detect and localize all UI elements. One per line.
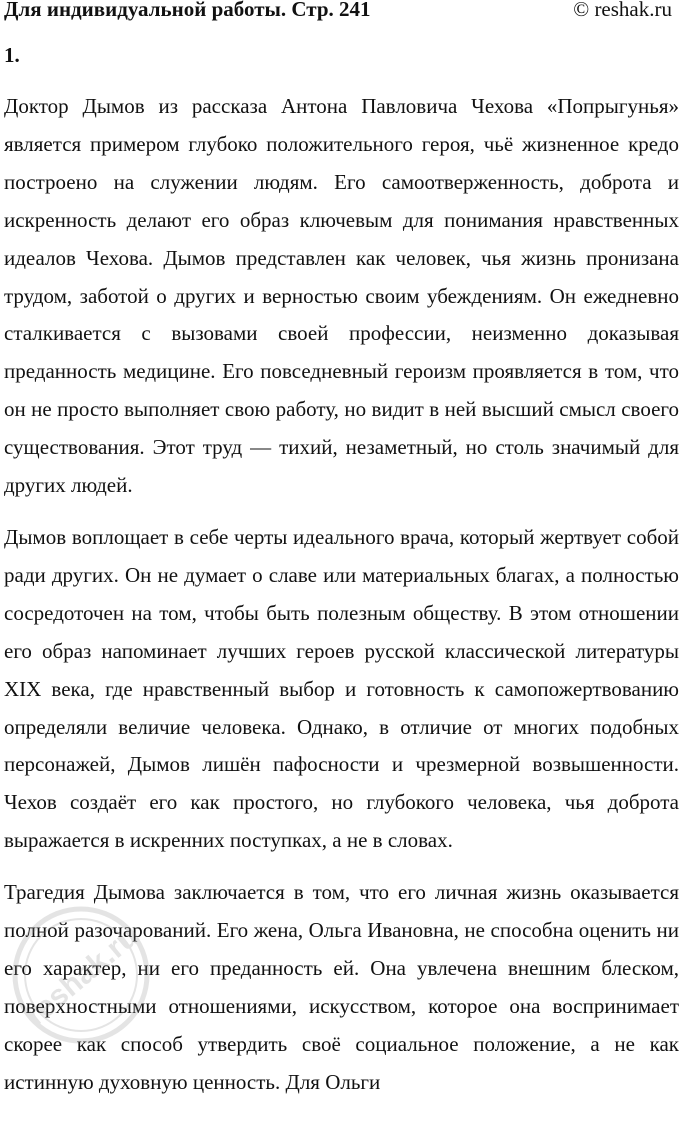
page-header [4,0,672,26]
answer-text [4,88,679,1116]
header-title: Для индивидуальной работы. Стр. 241 [4,0,371,21]
source-label: © reshak.ru [573,0,672,21]
paragraph-1: Доктор Дымов из рассказа Антона Павловича Чехова «Попрыгунья» является примером глубоко положительного героя, чьё жизненное кредо построено на служении людям. Его самоотверженность, доброта и искренность делают его образ ключевым для понимания нравственных идеалов Чехова. Дымов представлен как человек, чья жизнь пронизана трудом, заботой о других и верностью своим убеждениям. Он ежедневно сталкивается с вызовами своей профессии, неизменно доказывая преданность медицине. Его повседневный героизм проявляется в том, что он не просто выполняет свою работу, но видит в ней высший смысл своего существования. Этот труд — тихий, незаметный, но столь значимый для других людей. [4,94,679,498]
task-number: 1. [4,43,20,67]
svg-text:reshak.ru: reshak.ru [19,920,145,1033]
paragraph-2: Дымов воплощает в себе черты идеального врача, который жертвует собой ради других. Он не думает о славе или материальных благах, а полностью сосредоточен на том, чтобы быть полезным обществу. В этом отношении его образ напоминает лучших героев русской классической литературы XIX века, где нравственный выбор и готовность к самопожертвованию определяли величие человека. Однако, в отличие от многих подобных персонажей, Дымов лишён пафосности и чрезмерной возвышенности. Чехов создаёт его как простого, но глубокого человека, чья доброта выражается в искренних поступках, а не в словах. [4,524,679,853]
paragraph-3: Трагедия Дымова заключается в том, что его личная жизнь оказывается полной разочарований. Его жена, Ольга Ивановна, не способна оценить ни его характер, ни его преданность ей. Она увлечена внешним блеском, поверхностными отношениями, искусством, которое она воспринимает скорее как способ утвердить своё социальное положение, а не как истинную духовную ценность. Для Ольги [4,880,679,1094]
